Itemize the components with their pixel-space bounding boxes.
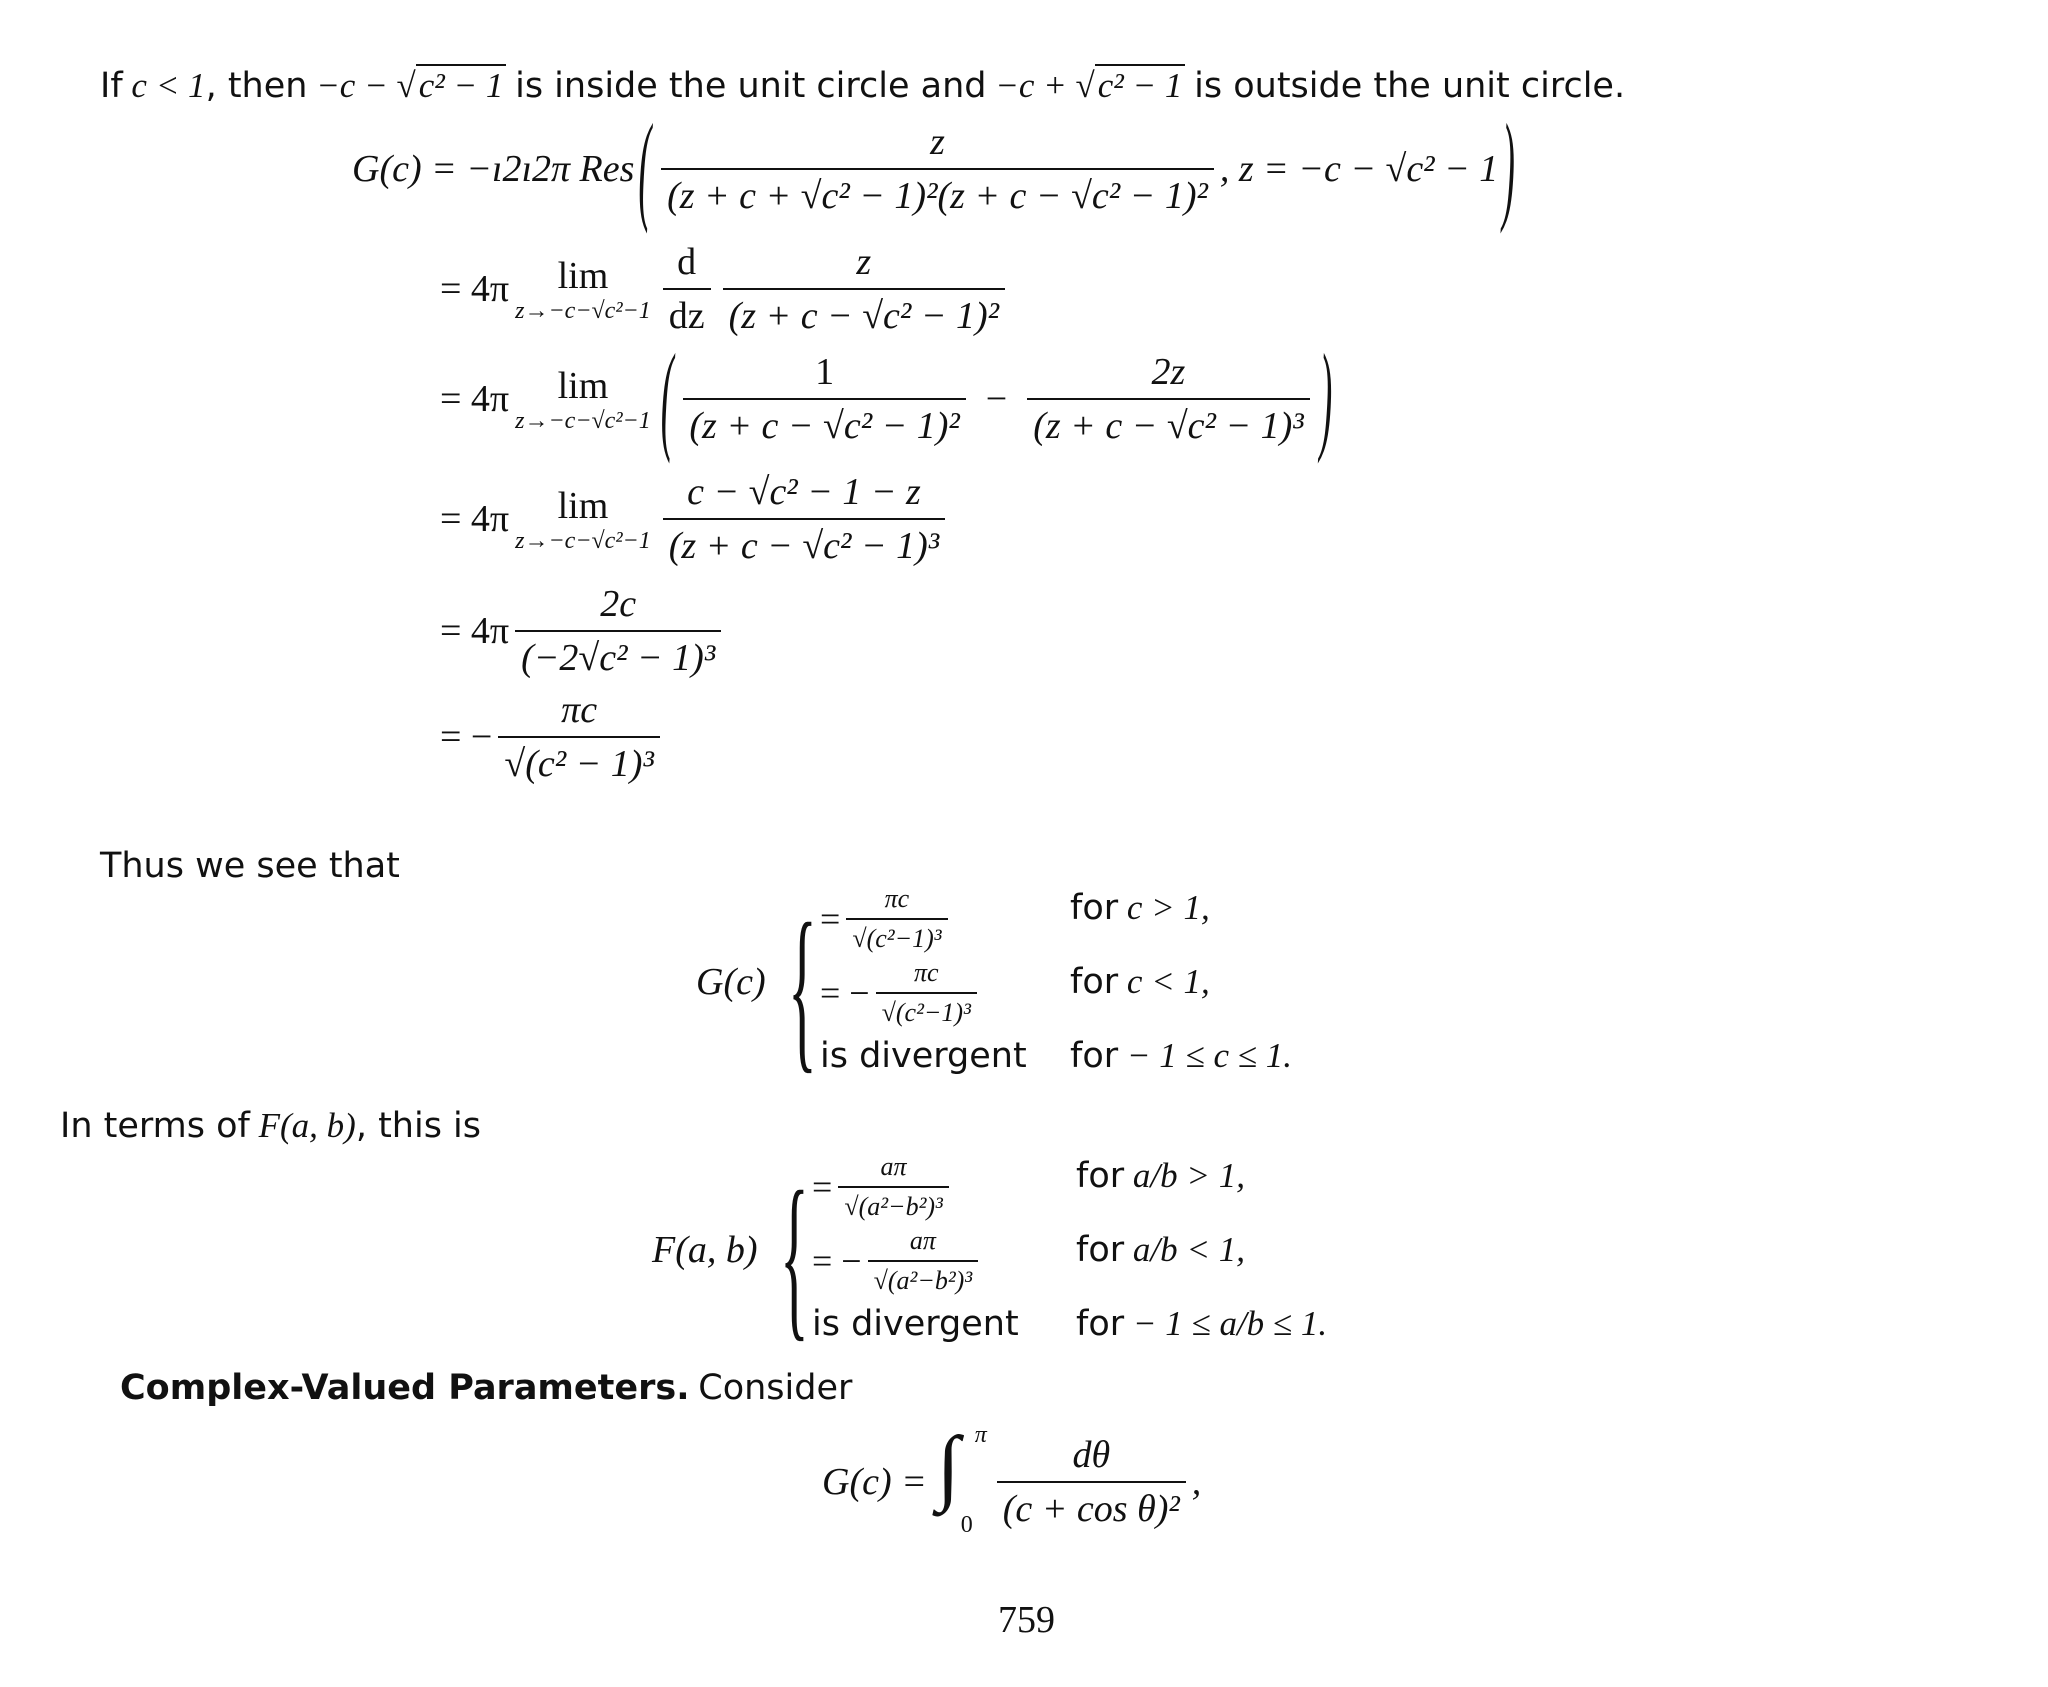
derivation-line-1 [352,101,1519,237]
fraction-3b-den: (z + c − √c² − 1)³ [1027,398,1309,448]
dz-den: dz [663,288,711,338]
radicand-1: c² − 1 [416,64,507,105]
final-den: (c + cos θ)² [997,1481,1186,1531]
cases-f-row-1-eq: = [812,1167,833,1207]
cases-f-row-3-cond [1076,1304,1327,1344]
cases-g-row-1 [820,884,954,954]
integral-lower: 0 [960,1512,973,1538]
intro-text-1: If [100,66,123,106]
fraction-5-num: 2c [600,583,637,625]
cases-g-lhs: G(c) [696,961,766,1003]
fraction-6-num: πc [561,689,598,731]
interms-math: F(a, b) [258,1106,356,1145]
cases-g-row-2 [820,958,983,1028]
fraction-2-den: (z + c − √c² − 1)² [723,288,1005,338]
cases-g-row-2-cond [1070,962,1210,1002]
cases-f-brace: { [780,1155,809,1357]
final-num: dθ [1072,1434,1111,1476]
fraction-3b-num: 2z [1151,351,1186,393]
cases-g-row-2-num: πc [913,958,939,987]
left-paren-1: ( [638,101,652,237]
cases-f-row-2-num: aπ [909,1226,936,1255]
cases-f-row-3-for: for [1076,1304,1125,1344]
derivation-line-6 [440,688,666,786]
cases-f-row-3-expr: is divergent [812,1304,1019,1344]
cases-g-row-3-for: for [1070,1036,1119,1076]
right-paren-3: ) [1319,331,1333,467]
cases-g-brace: { [788,887,817,1089]
cases-f-row-2-cond [1076,1230,1245,1270]
eq-4pi-4: = 4π [440,498,510,540]
cases-f-row-1-math: a/b > 1, [1132,1156,1245,1195]
cases-f-row-2-eq: = − [812,1241,862,1281]
interms-line [60,1106,481,1146]
cases-g-row-3-cond [1070,1036,1292,1076]
cases-g-row-3-math: − 1 ≤ c ≤ 1. [1126,1036,1292,1075]
fraction-2 [723,240,1005,338]
cases-f-row-1-cond [1076,1156,1245,1196]
fraction-1-den: (z + c + √c² − 1)²(z + c − √c² − 1)² [661,168,1214,218]
line1-lhs: G(c) = −ı2ı2π Res [352,148,635,190]
integral [936,1420,991,1538]
derivative-operator [663,240,711,338]
intro-text-2: , then [205,66,308,106]
derivation-line-3 [440,331,1336,467]
cases-g-row-1-eq: = [820,899,841,939]
lim-sub-3: z→−c−√c²−1 [515,407,651,434]
cases-f-row-1-frac [838,1152,949,1222]
sqrt-2: √c² − 1 [1076,66,1186,106]
cases-g-row-1-num: πc [884,884,910,913]
cases-f-row-2-math: a/b < 1, [1132,1230,1245,1269]
limit-4 [515,484,651,555]
eq-4pi-5: = 4π [440,610,510,652]
cases-g-row-1-math: c > 1, [1126,888,1210,927]
derivation-line-2 [440,240,1011,338]
derivation-line-5 [440,582,727,680]
lim-word-4: lim [557,484,609,527]
final-fraction [997,1433,1186,1531]
fraction-4-den: (z + c − √c² − 1)³ [663,518,945,568]
cases-g-row-1-den: √(c²−1)³ [846,918,947,954]
cases-f-lhs: F(a, b) [652,1229,758,1271]
cases-g-row-2-den: √(c²−1)³ [876,992,977,1028]
integral-sign-icon: ∫ [936,1420,960,1513]
cases-g-row-1-frac [846,884,947,954]
line1-tail: , z = −c − √c² − 1 [1219,148,1499,190]
intro-line [100,66,1625,106]
cases-f-row-1-for: for [1076,1156,1125,1196]
fraction-3a-num: 1 [815,351,835,393]
eq-minus-6: = − [440,716,493,758]
cases-f-row-2 [812,1226,984,1296]
final-lhs: G(c) = [822,1461,927,1503]
cases-f-row-2-frac [868,1226,979,1296]
cases-f-row-2-den: √(a²−b²)³ [868,1260,979,1296]
fraction-5-den: (−2√c² − 1)³ [515,630,721,680]
interms-text-1: In terms of [60,1106,250,1146]
limit-3 [515,364,651,435]
radicand-2: c² − 1 [1095,64,1186,105]
intro-text-3: is inside the unit circle and [515,66,987,106]
final-tail: , [1191,1461,1202,1503]
d-num: d [677,241,697,283]
cases-f-row-1 [812,1152,955,1222]
integral-upper: π [974,1422,987,1448]
fraction-3a-den: (z + c − √c² − 1)² [683,398,965,448]
intro-math-3: −c + [995,66,1067,105]
section-bold: Complex-Valued Parameters. [120,1368,690,1408]
eq-4pi-3: = 4π [440,378,510,420]
page-number: 759 [998,1599,1055,1641]
cases-f-row-3-math: − 1 ≤ a/b ≤ 1. [1132,1304,1328,1343]
minus-3: − [985,378,1008,420]
fraction-6-den: √(c² − 1)³ [498,736,659,786]
fraction-3b [1027,350,1309,448]
interms-text-2: , this is [355,1106,482,1146]
intro-math-1: c < 1 [131,66,206,105]
lim-sub-2: z→−c−√c²−1 [515,297,651,324]
section-heading [120,1368,852,1408]
fraction-3a [683,350,965,448]
fraction-2-num: z [856,241,872,283]
fraction-4 [663,470,945,568]
limit-2 [515,254,651,325]
lim-word-2: lim [557,254,609,297]
fraction-1 [661,120,1214,218]
intro-math-2: −c − [316,66,388,105]
fraction-1-num: z [930,121,945,163]
fraction-4-num: c − √c² − 1 − z [687,471,921,513]
cases-g-row-1-cond [1070,888,1210,928]
left-paren-3: ( [660,331,674,467]
cases-g-row-2-for: for [1070,962,1119,1002]
cases-f-row-2-for: for [1076,1230,1125,1270]
final-equation [822,1420,1202,1538]
intro-text-4: is outside the unit circle. [1194,66,1626,106]
cases-f-row-1-den: √(a²−b²)³ [838,1186,949,1222]
derivation-line-4 [440,470,951,568]
right-paren-1: ) [1502,101,1515,237]
thus-text: Thus we see that [100,846,400,886]
section-rest: Consider [698,1368,853,1408]
fraction-6 [498,688,659,786]
lim-word-3: lim [557,364,609,407]
lim-sub-4: z→−c−√c²−1 [515,527,651,554]
fraction-5 [515,582,721,680]
eq-4pi-2: = 4π [440,268,510,310]
cases-g-row-3-expr: is divergent [820,1036,1027,1076]
cases-g-row-2-frac [876,958,977,1028]
cases-f-row-1-num: aπ [880,1152,907,1181]
cases-g-row-2-math: c < 1, [1126,962,1210,1001]
sqrt-1: √c² − 1 [396,66,506,106]
cases-g-row-2-eq: = − [820,973,870,1013]
cases-g-row-1-for: for [1070,888,1119,928]
